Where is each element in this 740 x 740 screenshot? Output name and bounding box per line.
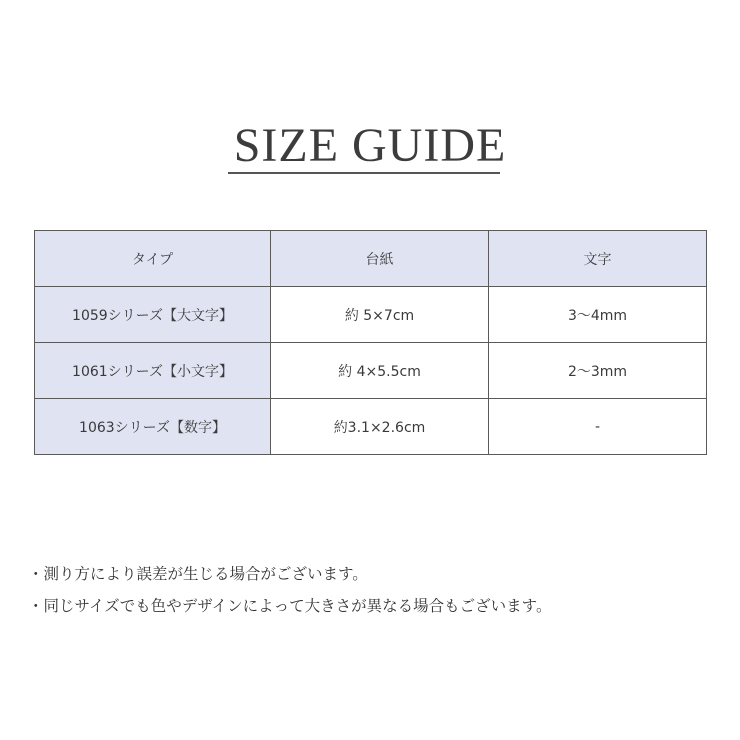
size-table	[34, 230, 707, 455]
table-row	[35, 343, 707, 399]
notes	[28, 564, 728, 628]
table-header-row	[35, 231, 707, 287]
page-title: SIZE GUIDE	[233, 119, 507, 172]
row-letter-size: 3〜4mm	[489, 287, 707, 343]
row-type: 1061シリーズ【小文字】	[35, 343, 271, 399]
note-measurement-error: ・測り方により誤差が生じる場合がございます。	[28, 565, 368, 583]
table-row	[35, 399, 707, 455]
row-type: 1063シリーズ【数字】	[35, 399, 271, 455]
row-mount-size: 約3.1×2.6cm	[271, 399, 489, 455]
note-size-variation: ・同じサイズでも色やデザインによって大きさが異なる場合もございます。	[28, 597, 552, 615]
title-underline	[228, 172, 500, 174]
row-type: 1059シリーズ【大文字】	[35, 287, 271, 343]
header-mount: 台紙	[271, 231, 489, 287]
row-mount-size: 約 5×7cm	[271, 287, 489, 343]
header-type: タイプ	[35, 231, 271, 287]
header-letter: 文字	[489, 231, 707, 287]
row-letter-size: 2〜3mm	[489, 343, 707, 399]
row-letter-size: -	[489, 399, 707, 455]
row-mount-size: 約 4×5.5cm	[271, 343, 489, 399]
table-row	[35, 287, 707, 343]
